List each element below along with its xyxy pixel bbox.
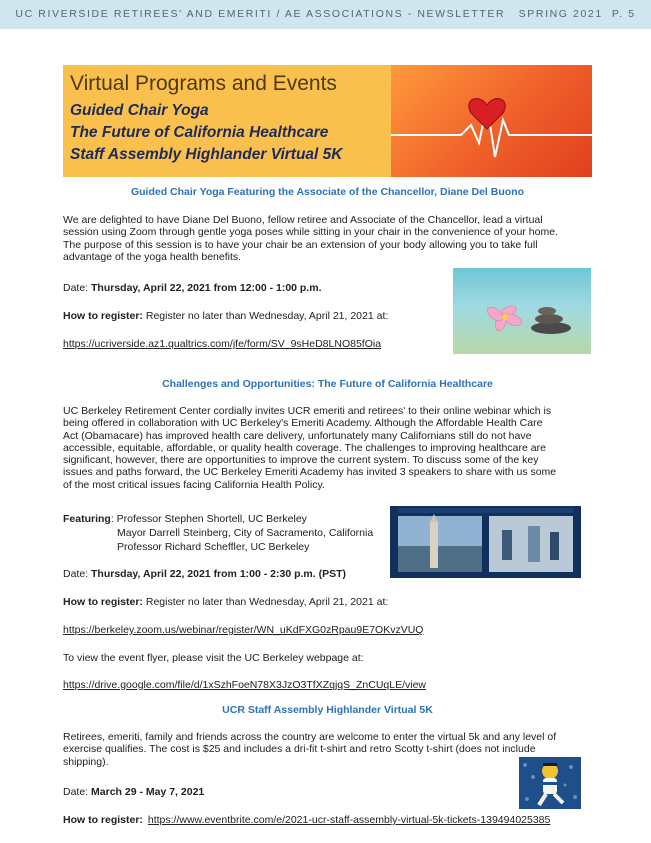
speaker-1: : Professor Stephen Shortell, UC Berkeley (110, 513, 307, 525)
healthcare-body-line: issues and paths forward, the UC Berkeley Emeriti Academy has invited 3 speakers to share with us some (63, 466, 557, 479)
yoga-body (63, 214, 591, 263)
5k-body-line: Retirees, emeriti, family and friends across the country are welcome to enter the virtual 5k and any level of (63, 731, 557, 743)
yoga-heading: Guided Chair Yoga Featuring the Associate of the Chancellor, Diane Del Buono (130, 186, 525, 198)
header-bar (0, 0, 651, 29)
register-label: How to register: (63, 814, 143, 826)
5k-body-line: shipping). (63, 755, 109, 768)
healthcare-featuring (63, 513, 307, 525)
healthcare-body-line: UC Berkeley Retirement Center cordially invites UCR emeriti and retirees' to their online webinar which is (63, 405, 552, 417)
healthcare-body-line: significant, however, there are opportunities to improve the current system. To discuss some of the key (63, 454, 539, 467)
heartbeat-image (391, 65, 592, 177)
healthcare-flyer-link[interactable]: https://drive.google.com/file/d/1xSzhFoeN78X3JzO3TfXZqjqS_ZnCUqLE/view (63, 679, 427, 691)
healthcare-flyer-text: To view the event flyer, please visit the UC Berkeley webpage at: (63, 652, 364, 664)
speaker-2: Mayor Darrell Steinberg, City of Sacramento, California (117, 527, 374, 539)
5k-body (63, 731, 591, 768)
5k-register-link[interactable]: https://www.eventbrite.com/e/2021-ucr-staff-assembly-virtual-5k-tickets-139494025385 (147, 814, 551, 826)
yoga-body-line: We are delighted to have Diane Del Buono, fellow retiree and Associate of the Chancellor, lead a virtual (63, 214, 543, 226)
healthcare-body-line: Act (Obamacare) has improved health care delivery, unfortunately many Californians still do not have (63, 429, 532, 442)
newsletter-header: UC RIVERSIDE RETIREES' AND EMERITI / AE ASSOCIATIONS - NEWSLETTER SPRING 2021 P. 5 (15, 8, 636, 20)
date-label: Date: (63, 282, 92, 294)
heart-icon (469, 99, 505, 129)
register-label: How to register: (63, 310, 143, 322)
date-value: Thursday, April 22, 2021 from 12:00 - 1:00 p.m. (91, 282, 322, 294)
healthcare-heading: Challenges and Opportunities: The Future of California Healthcare (162, 378, 493, 390)
yoga-body-line: session using Zoom through gentle yoga poses while sitting in your chair in the convenience of your home. (63, 226, 558, 239)
yoga-register (63, 310, 388, 322)
yoga-body-line: The purpose of this session is to have your chair be an extension of your body allowing you to take full (63, 238, 538, 251)
date-label: Date: (63, 786, 92, 798)
banner-line-5k: Staff Assembly Highlander Virtual 5K (70, 146, 343, 163)
date-value: March 29 - May 7, 2021 (91, 786, 205, 798)
5k-date (63, 786, 204, 798)
yoga-body-line: advantage of the yoga health benefits. (63, 250, 242, 263)
register-text: Register no later than Wednesday, April 21, 2021 at: (142, 596, 389, 608)
yoga-register-link[interactable]: https://ucriverside.az1.qualtrics.com/jfe/form/SV_9sHeD8LNO85fOia (63, 338, 382, 350)
healthcare-body-line: accessible, equitable, affordable, or quality health coverage. The challenges to improving healthcare are (63, 441, 546, 454)
banner-line-yoga: Guided Chair Yoga (70, 102, 209, 119)
5k-body-line: exercise qualifies. The cost is $25 and includes a dri-fit t-shirt and retro Scotty t-shirt (does not include (63, 743, 536, 756)
yoga-stones-image (453, 268, 591, 354)
register-label: How to register: (63, 596, 143, 608)
speaker-3: Professor Richard Scheffler, UC Berkeley (117, 541, 310, 553)
banner-line-healthcare: The Future of California Healthcare (70, 124, 329, 141)
healthcare-body-line: of the most critical issues facing California Health Policy. (63, 478, 325, 491)
scotty-mascot-image (519, 757, 581, 809)
featuring-label: Featuring (63, 513, 111, 525)
healthcare-register (63, 596, 388, 608)
5k-heading: UCR Staff Assembly Highlander Virtual 5K (222, 704, 433, 716)
healthcare-register-link[interactable]: https://berkeley.zoom.us/webinar/register/WN_uKdFXG0zRpau9E7OKvzVUQ (63, 624, 424, 636)
register-text: Register no later than Wednesday, April 21, 2021 at: (142, 310, 389, 322)
healthcare-body (63, 405, 591, 491)
healthcare-date (63, 568, 346, 580)
date-value: Thursday, April 22, 2021 from 1:00 - 2:30 p.m. (PST) (91, 568, 347, 580)
berkeley-event-image (390, 506, 581, 578)
5k-register (63, 814, 550, 826)
date-label: Date: (63, 568, 92, 580)
banner-title: Virtual Programs and Events (70, 72, 337, 95)
healthcare-body-line: being offered in collaboration with UC Berkeley's Emeriti Academy. Although the Affordable Health Care (63, 417, 543, 430)
yoga-date (63, 282, 322, 294)
